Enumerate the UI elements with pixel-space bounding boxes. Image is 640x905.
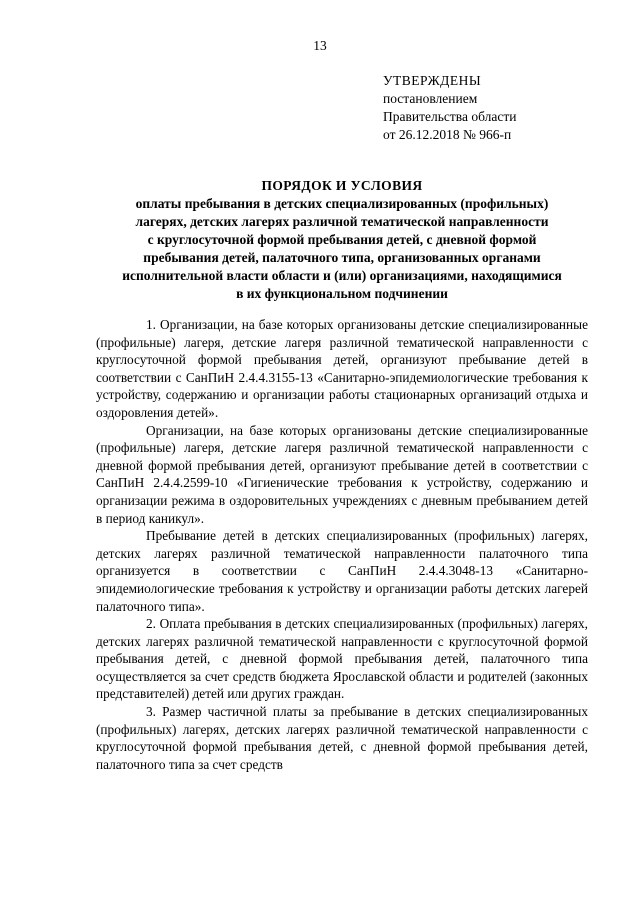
paragraph-2: 2. Оплата пребывания в детских специализированных (профильных) лагерях, детских лагерях различной тематической направленности с круглосуточной формой пребывания детей, с дневной формой пребывания детей, палаточного типа осуществляется за счет средств бюджета Ярославской области и родителей (законных представителей) детей или других граждан. bbox=[96, 616, 588, 702]
title-line: исполнительной власти области и (или) организациями, находящимися bbox=[122, 268, 562, 283]
approval-line: Правительства области bbox=[383, 109, 517, 124]
title-line: пребывания детей, палаточного типа, организованных органами bbox=[143, 250, 541, 265]
document-title bbox=[96, 177, 588, 303]
document-body bbox=[96, 316, 588, 773]
title-main: ПОРЯДОК И УСЛОВИЯ bbox=[261, 178, 423, 193]
title-line: с круглосуточной формой пребывания детей, с дневной формой bbox=[147, 232, 537, 247]
title-line: в их функциональном подчинении bbox=[236, 286, 448, 301]
approval-line: постановлением bbox=[383, 91, 478, 106]
paragraph-3: 3. Размер частичной платы за пребывание в детских специализированных (профильных) лагерях, детских лагерях различной тематической направленности с круглосуточной формой пребывания детей, с дневной формой пребывания детей, палаточного типа за счет средств bbox=[96, 704, 588, 772]
approval-date: от 26.12.2018 № 966-п bbox=[383, 127, 512, 142]
title-line: оплаты пребывания в детских специализированных (профильных) bbox=[135, 196, 549, 211]
page-number: 13 bbox=[313, 38, 327, 53]
approval-stamp bbox=[383, 72, 516, 144]
paragraph-1-tent-camps: Пребывание детей в детских специализированных (профильных) лагерях, детских лагерях различной тематической направленности палаточного типа организуется в соответствии с СанПиН 2.4.4.3048-13 «Санитарно-эпидемиологические требования к устройству и организации работы детских лагерей палаточного типа». bbox=[96, 528, 588, 614]
title-line: лагерях, детских лагерях различной тематической направленности bbox=[135, 214, 549, 229]
paragraph-1: 1. Организации, на базе которых организованы детские специализированные (профильные) лагеря, детские лагеря различной тематической направленности с круглосуточной формой пребывания детей, организуют пребывание детей в соответствии с СанПиН 2.4.4.3155-13 «Санитарно-эпидемиологические требования к устройству, содержанию и организации работы стационарных организаций отдыха и оздоровления детей». bbox=[96, 317, 588, 420]
paragraph-1-day-camps: Организации, на базе которых организованы детские специализированные (профильные) лагеря, детские лагеря различной тематической направленности с дневной формой пребывания детей, организуют пребывание детей в соответствии с СанПиН 2.4.4.2599-10 «Гигиенические требования к устройству, содержанию и организации режима в оздоровительных учреждениях с дневным пребыванием детей в период каникул». bbox=[96, 422, 588, 526]
approval-title: УТВЕРЖДЕНЫ bbox=[383, 73, 482, 88]
